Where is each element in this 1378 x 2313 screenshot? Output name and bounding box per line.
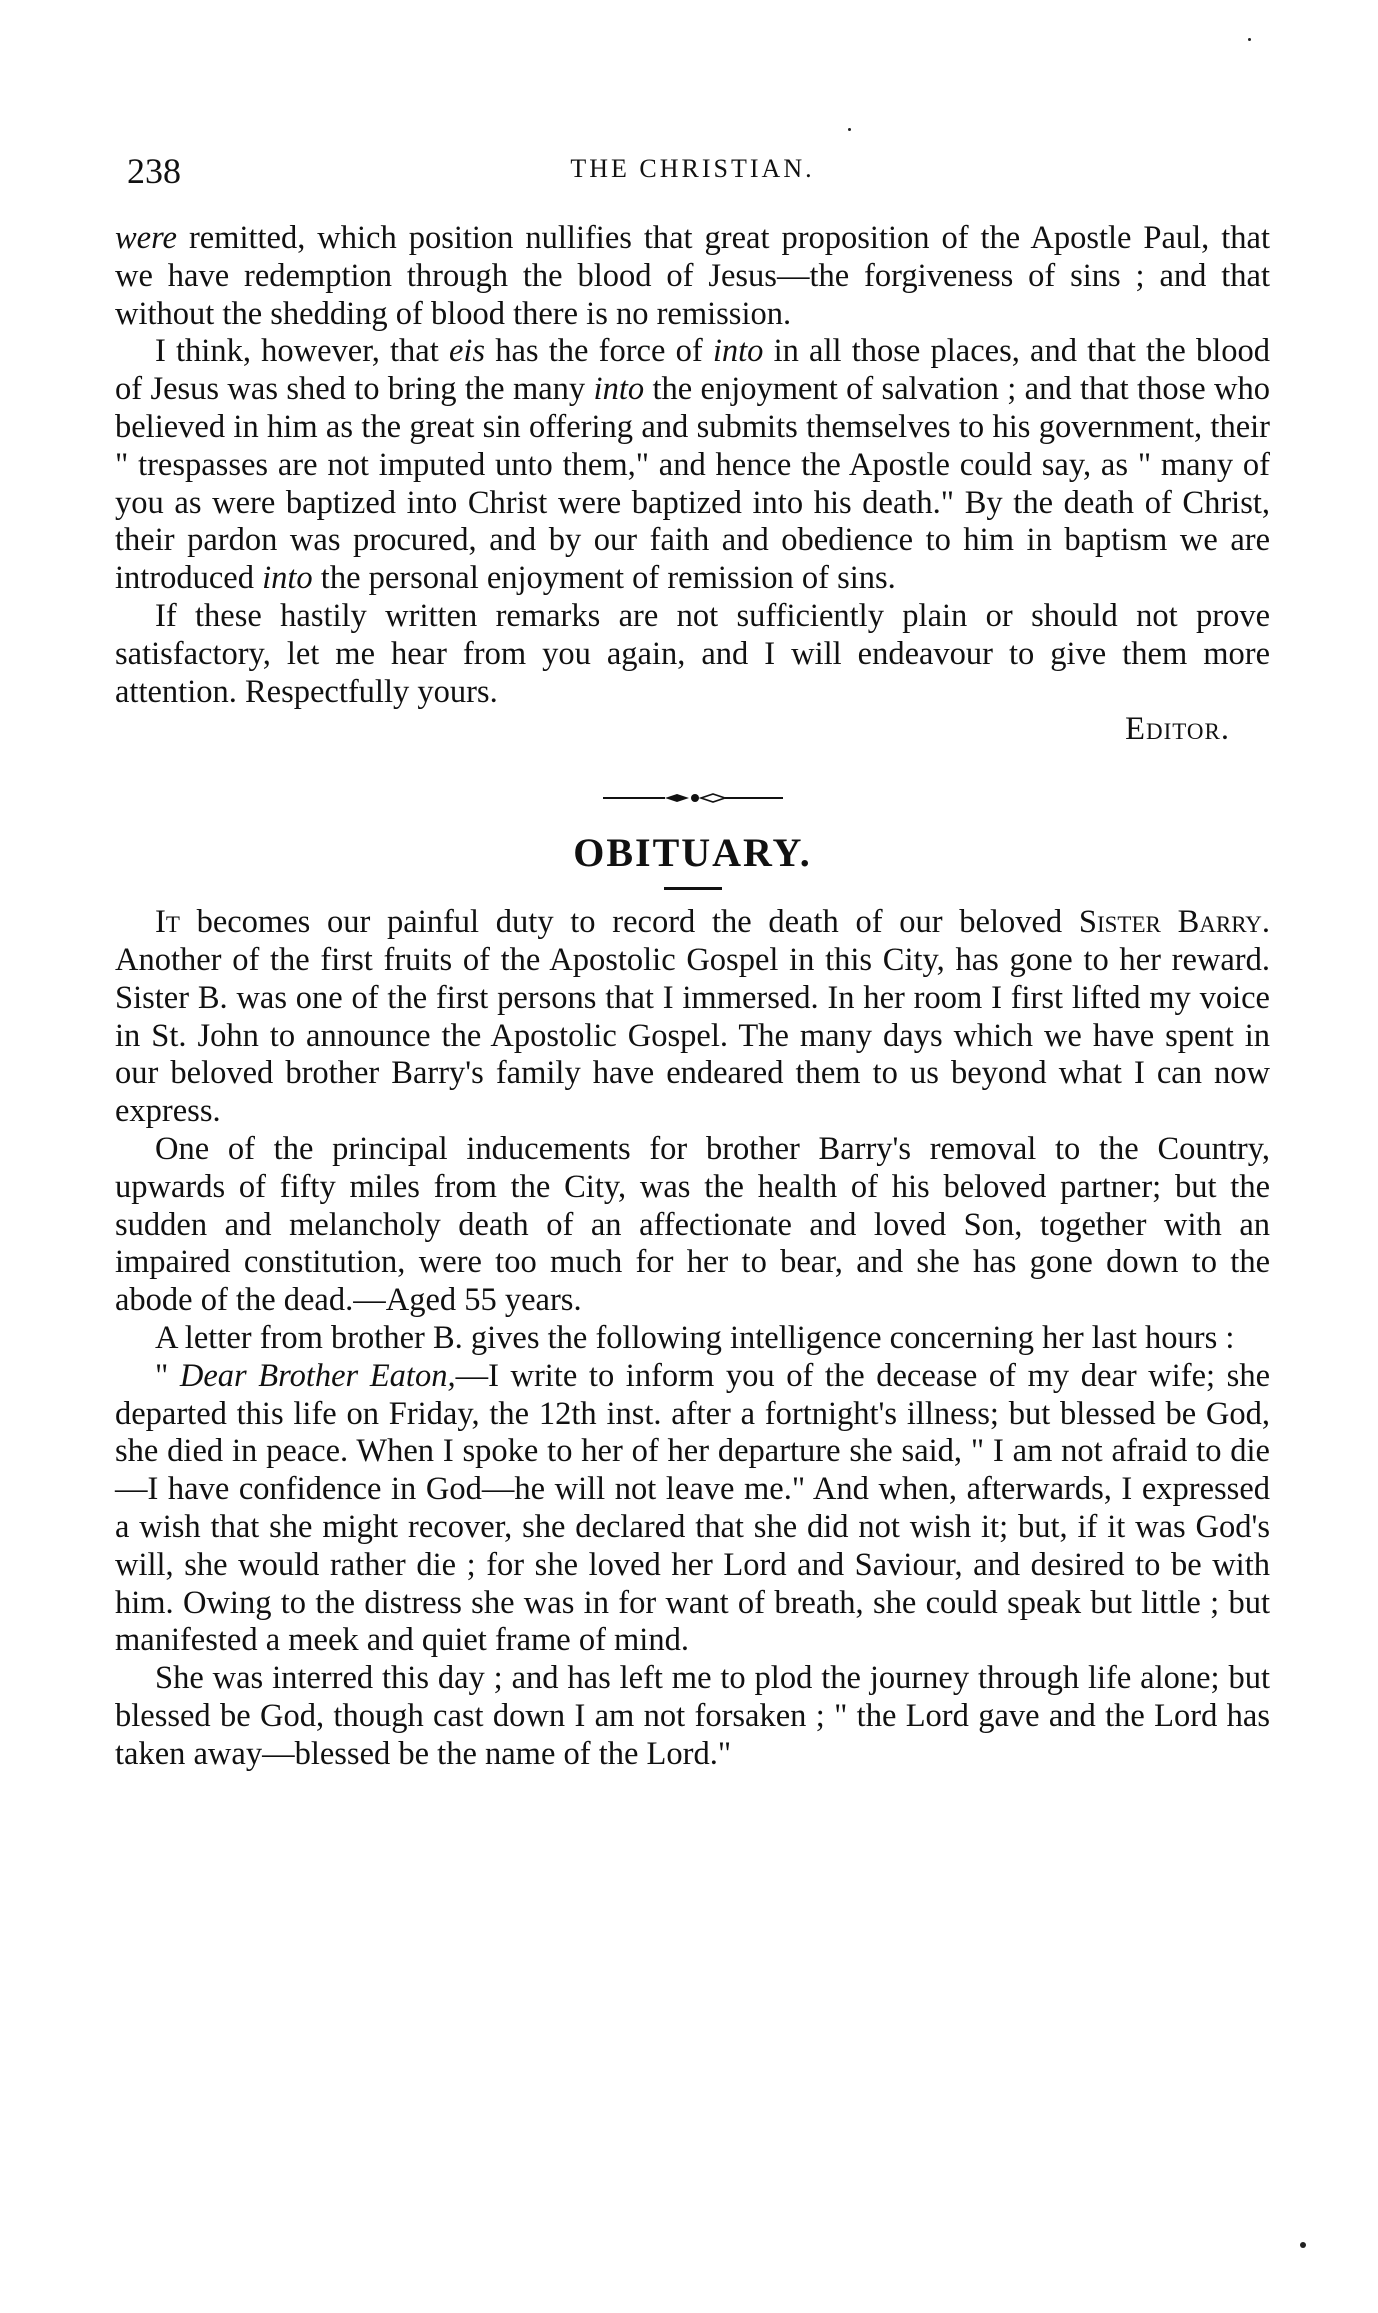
obituary-paragraph-1 [115,904,1270,1131]
title-rule [664,887,722,890]
paragraph-text: —I write to inform you of the decease of my dear wife; she departed this life on Friday, the 12th inst. after a fortnight's illness; but blessed be God, she died in peace. When I spoke to her of her departure she said, " I am not afraid to die—I have confidence in God—he will not leave me." And when, afterwards, I expressed a wish that she might recover, she declared that she did not wish it; but, if it was God's will, she would rather die ; for she loved her Lord and Saviour, and desired to be with him. Owing to the distress she was in for want of breath, she could speak but little ; but manifested a meek and quiet frame of mind. [115,1357,1270,1659]
speck-mark [848,128,851,131]
paragraph-text: She was interred this day ; and has left me to plod the journey through life alone; but blessed be God, though cast down I am not forsaken ; " the Lord gave and the Lord has taken away—blessed be the name of the Lord." [115,1660,1270,1772]
running-head [115,150,1270,190]
paragraph-text: One of the principal inducements for brother Barry's removal to the Country, upwards of fifty miles from the City, was the health of his beloved partner; but the sudden and melancholy death of an affectionate and loved Son, together with an impaired constitution, were too much for her to bear, and she has gone down to the abode of the dead.—Aged 55 years. [115,1130,1270,1319]
ornament-divider-icon [603,791,783,805]
letter-paragraph-1 [115,220,1270,333]
quote-mark: " [155,1357,180,1394]
obituary-paragraph-4 [115,1358,1270,1660]
paragraph-text: the personal enjoyment of remission of sins. [312,560,896,597]
speck-mark [1300,2242,1306,2248]
running-title: THE CHRISTIAN. [570,154,815,183]
paragraph-text: becomes our painful duty to record the death of our beloved [179,904,1079,941]
page-number: 238 [127,151,181,191]
deceased-name: Sister Barry. [1078,904,1270,941]
letter-paragraph-3 [115,598,1270,711]
obituary-paragraph-3 [115,1320,1270,1358]
emphasis: into [262,560,313,597]
emphasis: eis [448,333,486,370]
book-page [115,150,1270,1773]
letter-paragraph-2 [115,333,1270,598]
opening-word: It [155,904,180,941]
obituary-paragraph-2 [115,1131,1270,1320]
letter-section [115,220,1270,749]
emphasis: were [115,220,177,256]
letter-signoff [115,711,1270,749]
paragraph-text: If these hastily written remarks are not sufficiently plain or should not prove satisfactory, let me hear from you again, and I will endeavour to give them more attention. Respectfully yours. [115,597,1270,710]
emphasis: into [593,371,645,408]
speck-mark [1248,38,1251,41]
obituary-section [115,904,1270,1773]
emphasis: into [712,333,764,370]
paragraph-text: Another of the first fruits of the Apostolic Gospel in this City, has gone to her reward. Sister B. was one of the first persons that I immersed. In her room I first lifted my voice in St. John to announce the Apostolic Gospel. The many days which we have spent in our beloved brother Barry's family have endeared them to us beyond what I can now express. [115,941,1270,1130]
paragraph-text: I think, however, that [155,333,449,370]
paragraph-text: remitted, which position nullifies that great proposition of the Apostle Paul, that we have redemption through the blood of Jesus—the forgiveness of sins ; and that without the shedding of blood there is no remission. [115,220,1270,332]
salutation: Dear Brother Eaton, [179,1357,456,1394]
paragraph-text: the enjoyment of salvation ; and that those who believed in him as the great sin offering and submits themselves to his government, their " trespasses are not imputed unto them," and hence the Apostle could say, as " many of you as were baptized into Christ were baptized into his death." By the death of Christ, their pardon was procured, and by our faith and obedience to him in baptism we are introduced [115,371,1270,597]
paragraph-text: in all those places, and that the blood of Jesus was shed to bring the many [115,333,1270,408]
obituary-title: OBITUARY. [573,830,812,876]
editor-signature: Editor. [1125,711,1230,748]
paragraph-text: has the force of [485,333,713,370]
obituary-paragraph-5 [115,1660,1270,1773]
paragraph-text: A letter from brother B. gives the following intelligence concerning her last hours : [155,1319,1235,1356]
